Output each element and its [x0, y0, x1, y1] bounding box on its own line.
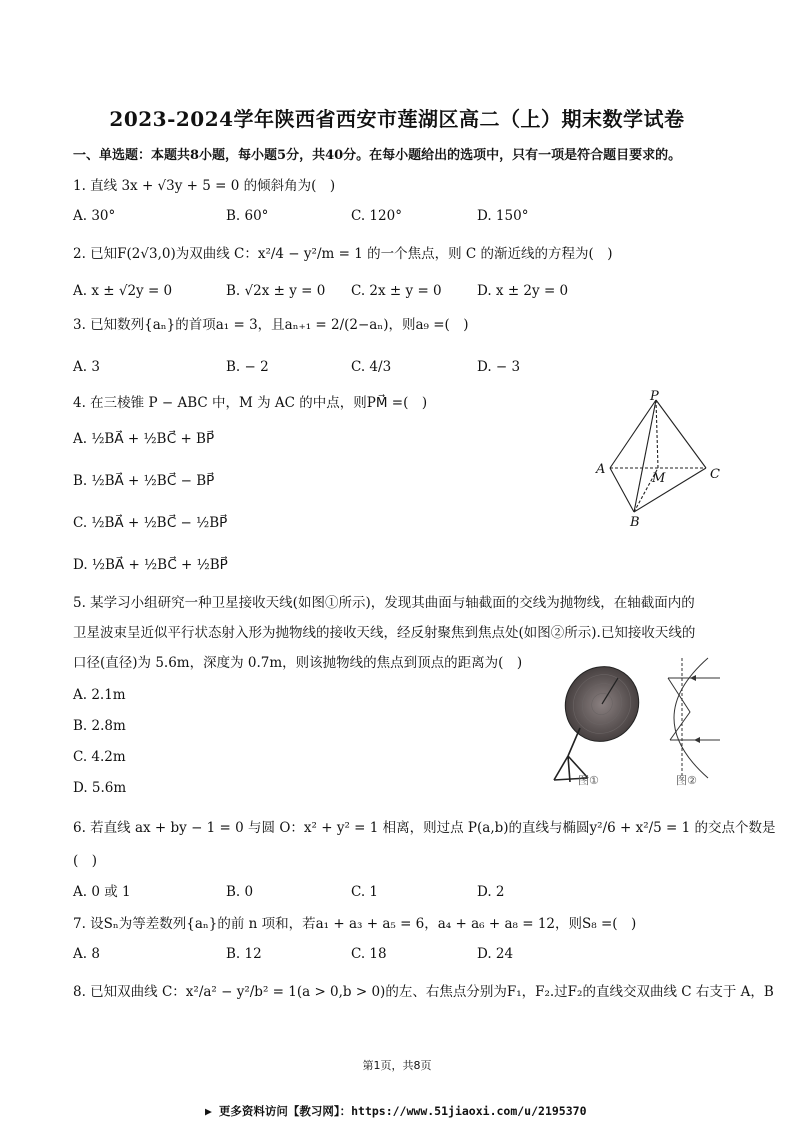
q3-option-a[interactable]: A. 3 [73, 359, 100, 375]
q1-option-c[interactable]: C. 120° [351, 208, 402, 224]
q1-option-b[interactable]: B. 60° [226, 208, 269, 224]
q7-option-a[interactable]: A. 8 [73, 946, 100, 962]
question-6-line1: 6. 若直线 ax + by − 1 = 0 与圆 O：x² + y² = 1 相离，则过点 P(a,b)的直线与椭圆y²/6 + x²/5 = 1 的交点个数是 [73, 820, 776, 836]
question-6-line2: ( ) [73, 853, 98, 869]
label-m: M [652, 471, 666, 486]
q2-option-a[interactable]: A. x ± √2y = 0 [73, 283, 173, 299]
tetrahedron-figure [590, 388, 730, 528]
question-3-stem: 3. 已知数列{aₙ}的首项a₁ = 3，且aₙ₊₁ = 2/(2−aₙ)，则a₉ =( ) [73, 317, 469, 333]
q5-option-a[interactable]: A. 2.1m [73, 687, 126, 703]
q5-option-c[interactable]: C. 4.2m [73, 749, 126, 765]
question-5-line1: 5. 某学习小组研究一种卫星接收天线(如图①所示)，发现其曲面与轴截面的交线为抛物线，在轴截面内的 [73, 595, 695, 611]
q6-option-d[interactable]: D. 2 [477, 884, 505, 900]
question-5-line2: 卫星波束呈近似平行状态射入形为抛物线的接收天线，经反射聚焦到焦点处(如图②所示).已知接收天线的 [73, 625, 696, 641]
q2-option-c[interactable]: C. 2x ± y = 0 [351, 283, 442, 299]
question-5-line3: 口径(直径)为 5.6m，深度为 0.7m，则该抛物线的焦点到顶点的距离为( ) [73, 655, 523, 671]
q4-option-b[interactable]: B. ½BA⃗ + ½BC⃗ − BP⃗ [73, 473, 215, 489]
q1-option-a[interactable]: A. 30° [73, 208, 116, 224]
q2-option-d[interactable]: D. x ± 2y = 0 [477, 283, 569, 299]
parabola-reflection-figure [650, 656, 730, 791]
label-b: B [630, 515, 640, 528]
q5-option-b[interactable]: B. 2.8m [73, 718, 126, 734]
question-4-stem: 4. 在三棱锥 P − ABC 中，M 为 AC 的中点，则PM⃗ =( ) [73, 395, 428, 411]
q1-option-d[interactable]: D. 150° [477, 208, 529, 224]
q7-option-d[interactable]: D. 24 [477, 946, 514, 962]
label-c: C [710, 467, 720, 482]
q6-option-a[interactable]: A. 0 或 1 [73, 884, 131, 900]
resource-banner-link[interactable]: ▶ 更多资料访问【教习网】：https://www.51jiaoxi.com/u/2195370 [205, 1104, 587, 1118]
satellite-dish-figure [540, 656, 650, 791]
question-2-stem: 2. 已知F(2√3,0)为双曲线 C：x²/4 − y²/m = 1 的一个焦点，则 C 的渐近线的方程为( ) [73, 246, 613, 262]
label-p: P [650, 389, 659, 404]
question-1-stem: 1. 直线 3x + √3y + 5 = 0 的倾斜角为( ) [73, 178, 336, 194]
q3-option-d[interactable]: D. − 3 [477, 359, 521, 375]
section-header: 一、单选题：本题共8小题，每小题5分，共40分。在每小题给出的选项中，只有一项是符合题目要求的。 [73, 148, 682, 163]
question-8-stem: 8. 已知双曲线 C：x²/a² − y²/b² = 1(a > 0,b > 0)的左、右焦点分别为F₁，F₂.过F₂的直线交双曲线 C 右支于 A，B [73, 984, 774, 1000]
label-a: A [596, 462, 606, 477]
q4-option-d[interactable]: D. ½BA⃗ + ½BC⃗ + ½BP⃗ [73, 557, 228, 573]
figure-2-caption: 图② [676, 774, 697, 787]
q6-option-c[interactable]: C. 1 [351, 884, 379, 900]
q6-option-b[interactable]: B. 0 [226, 884, 254, 900]
q3-option-b[interactable]: B. − 2 [226, 359, 269, 375]
q4-option-a[interactable]: A. ½BA⃗ + ½BC⃗ + BP⃗ [73, 431, 215, 447]
page-title: 2023-2024学年陕西省西安市莲湖区高二（上）期末数学试卷 [109, 107, 685, 131]
q7-option-c[interactable]: C. 18 [351, 946, 387, 962]
q7-option-b[interactable]: B. 12 [226, 946, 262, 962]
q4-option-c[interactable]: C. ½BA⃗ + ½BC⃗ − ½BP⃗ [73, 515, 228, 531]
q3-option-c[interactable]: C. 4/3 [351, 359, 392, 375]
page-footer: 第1页，共8页 [362, 1059, 432, 1072]
question-7-stem: 7. 设Sₙ为等差数列{aₙ}的前 n 项和，若a₁ + a₃ + a₅ = 6，a₄ + a₆ + a₈ = 12，则S₈ =( ) [73, 916, 637, 932]
figure-1-caption: 图① [578, 774, 599, 787]
q2-option-b[interactable]: B. √2x ± y = 0 [226, 283, 326, 299]
q5-option-d[interactable]: D. 5.6m [73, 780, 127, 796]
